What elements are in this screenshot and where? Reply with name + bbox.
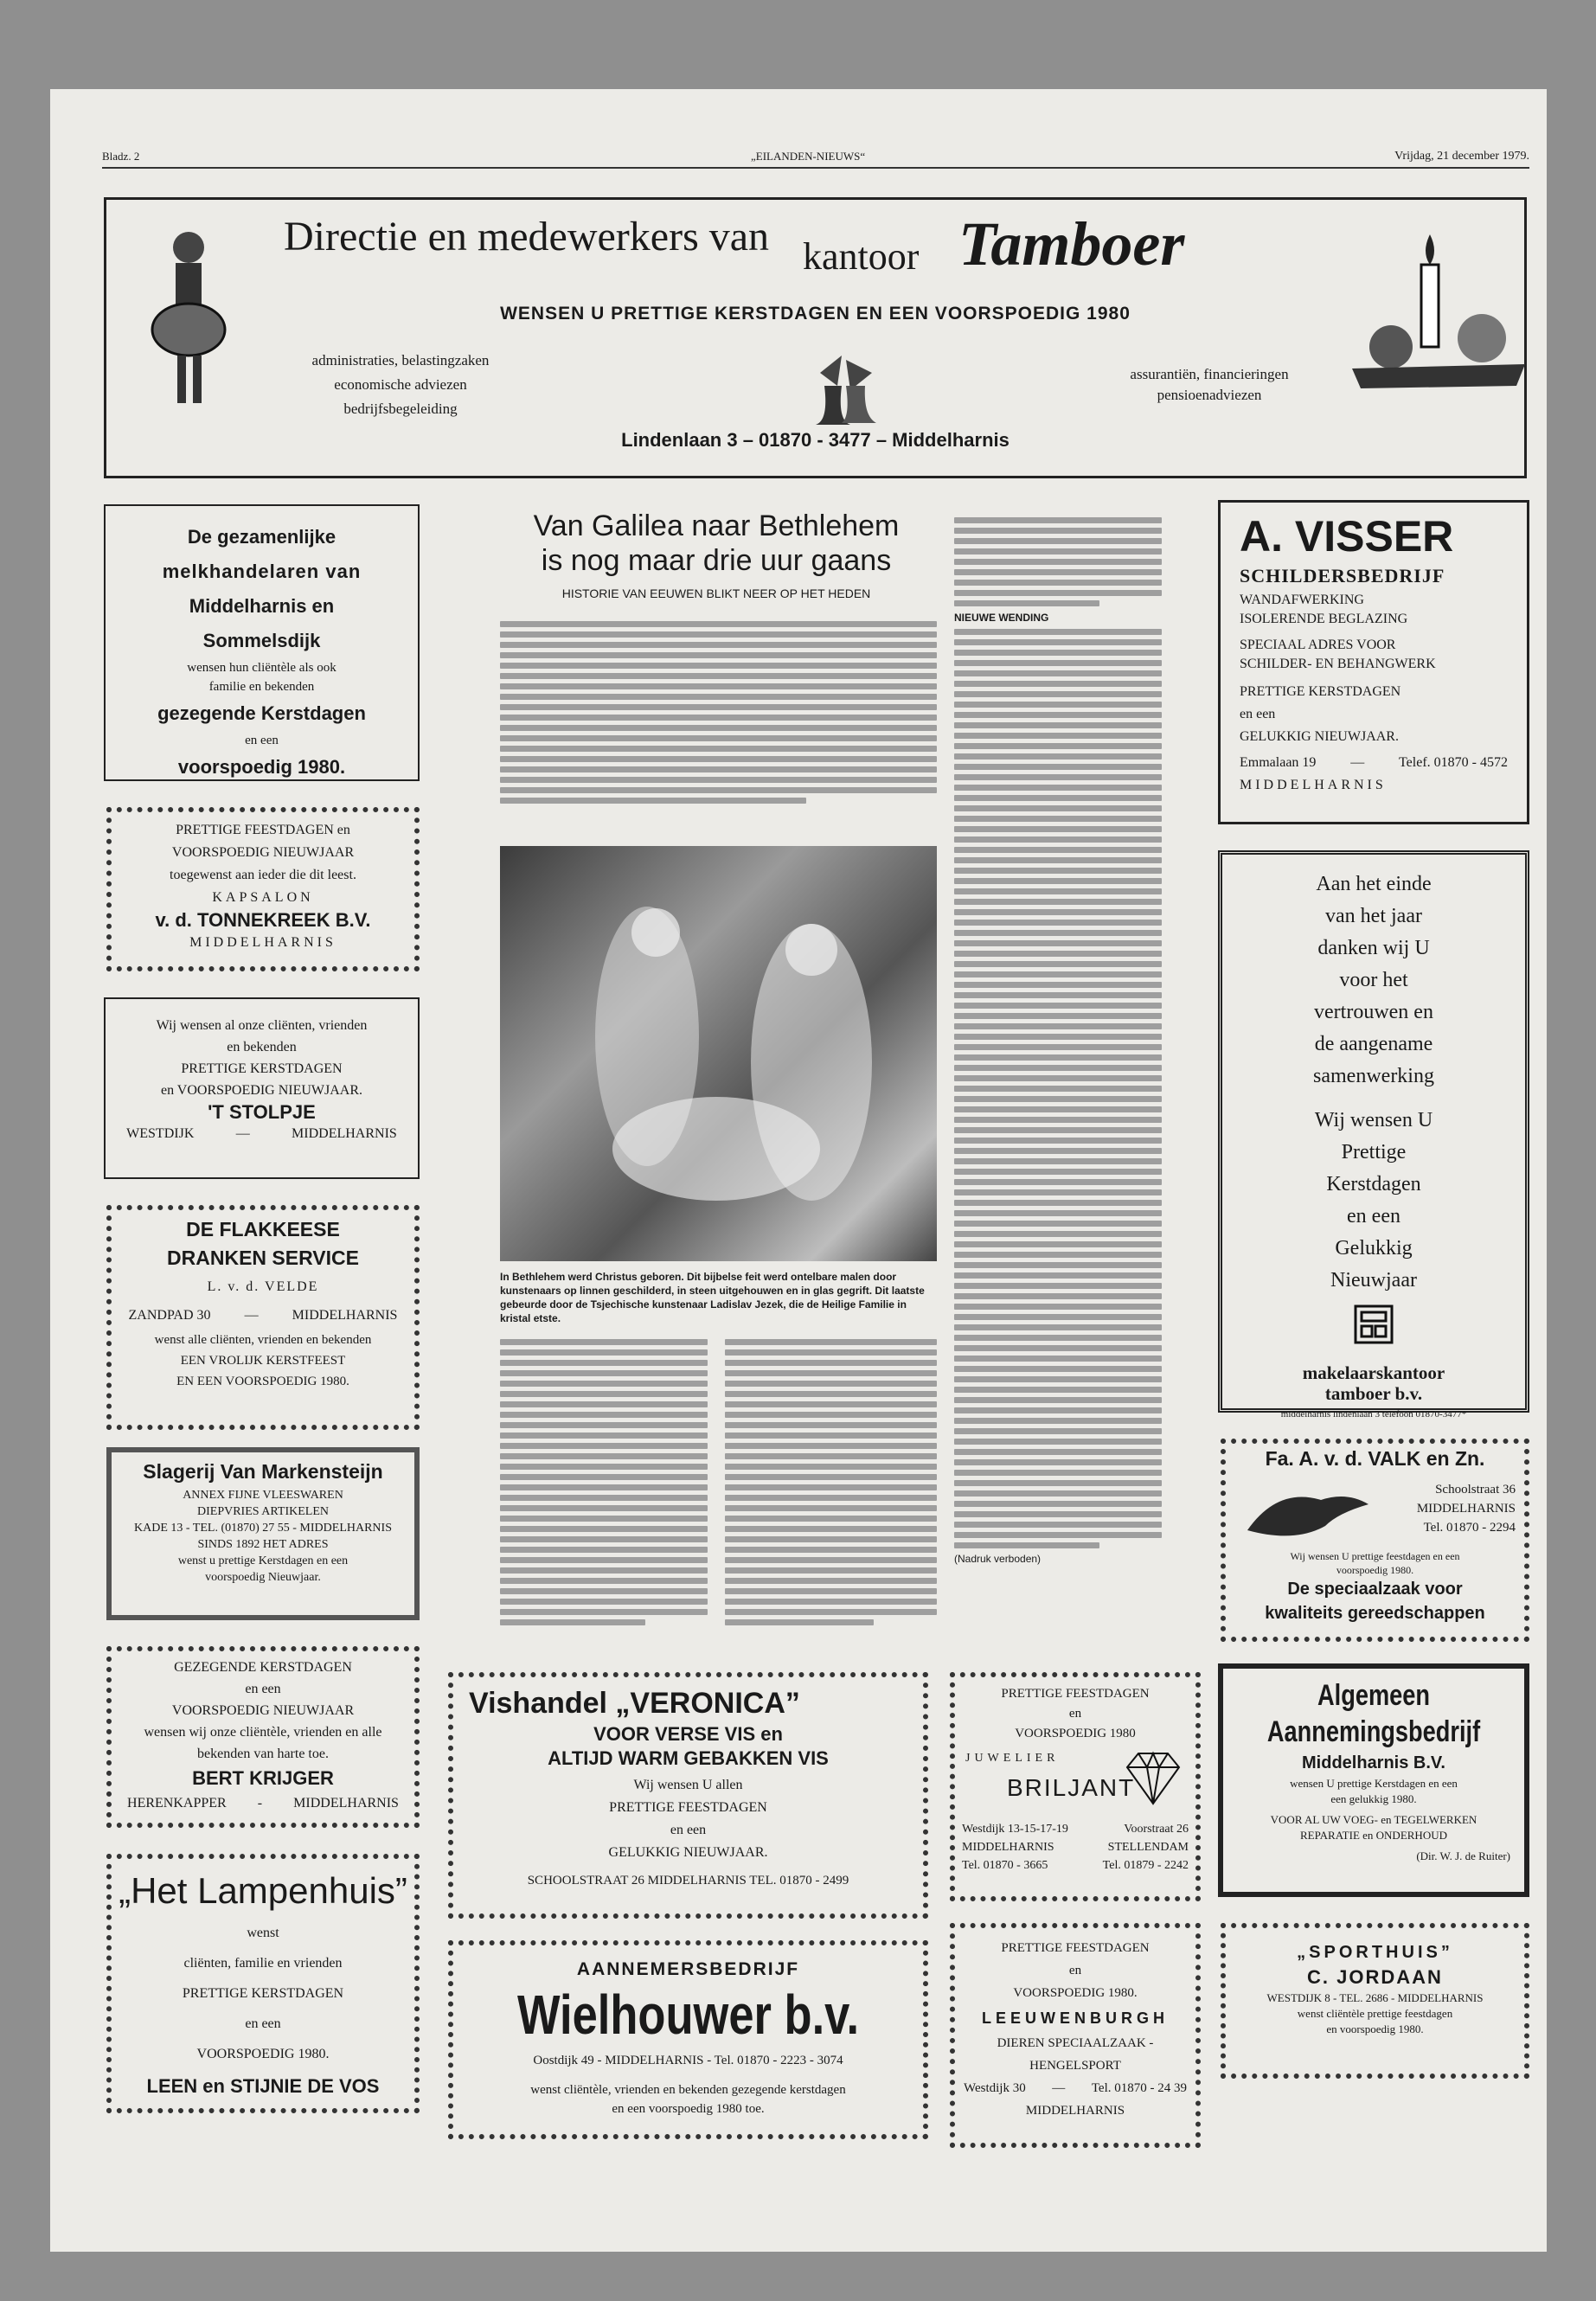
kapsalon-ad — [106, 807, 420, 971]
ad-line: wenst — [247, 1926, 279, 1940]
ad-line: Wij wensen U prettige feestdagen en een — [1290, 1550, 1460, 1562]
ad-line: ALTIJD WARM GEBAKKEN VIS — [548, 1747, 829, 1769]
ad-line: VOOR VERSE VIS en — [593, 1723, 783, 1745]
ad-line: Vishandel „VERONICA” — [469, 1687, 800, 1720]
ad-line: Nieuwjaar — [1330, 1269, 1417, 1292]
ad-line: GEZEGENDE KERSTDAGEN — [174, 1660, 352, 1675]
ad-line: makelaarskantoor — [1302, 1362, 1445, 1383]
ad-line: C. JORDAAN — [1307, 1966, 1443, 1988]
ad-line: Wij wensen U allen — [633, 1778, 743, 1792]
article-column-1 — [500, 1335, 708, 1630]
bells-icon — [794, 338, 894, 433]
ad-line: wenst cliëntèle, vrienden en bekenden gezegende kerstdagen — [530, 2083, 846, 2097]
ad-line: HERENKAPPER — [127, 1796, 227, 1811]
ad-line: Tel. 01870 - 24 39 — [1091, 2081, 1187, 2095]
newspaper-name: „EILANDEN-NIEUWS“ — [751, 150, 866, 163]
ad-line: MIDDELHARNIS — [962, 1841, 1054, 1854]
ad-line: melkhandelaren van — [162, 561, 362, 582]
ad-line: EEN VROLIJK KERSTFEEST — [180, 1354, 346, 1368]
ad-line: Aan het einde — [1316, 873, 1432, 895]
ad-line: KAPSALON — [212, 890, 314, 905]
ad-line: en een voorspoedig 1980 toe. — [612, 2102, 765, 2116]
ad-line: L. v. d. VELDE — [207, 1279, 319, 1294]
bert-krijger-ad: GEZEGENDE KERSTDAGEN en een VOORSPOEDIG NIEUWJAAR wensen wij onze cliëntèle, vrienden en alle bekenden van harte toe. BERT KRIJGER HERENKAPPER - MIDDELHARNIS — [106, 1646, 420, 1828]
ad-line: Westdijk 30 — [964, 2081, 1026, 2095]
ad-line: PRETTIGE FEESTDAGEN — [1001, 1941, 1150, 1955]
ad-line: LEEN en STIJNIE DE VOS — [146, 2075, 380, 2097]
ad-line: VOORSPOEDIG NIEUWJAAR — [171, 845, 355, 860]
ad-line: KADE 13 - TEL. (01870) 27 55 - MIDDELHARNIS — [134, 1522, 392, 1535]
ad-line: JUWELIER — [965, 1752, 1060, 1765]
ad-line: tamboer b.v. — [1324, 1383, 1423, 1404]
ad-line: HENGELSPORT — [1029, 2059, 1121, 2073]
ad-line: BERT KRIJGER — [192, 1767, 334, 1789]
article-subhead: NIEUWE WENDING — [954, 612, 1049, 624]
ad-line: REPARATIE en ONDERHOUD — [1300, 1829, 1447, 1842]
ad-line: familie en bekenden — [208, 680, 315, 694]
ad-line: GELUKKIG NIEUWJAAR. — [1240, 729, 1399, 744]
lampenhuis-ad — [106, 1854, 420, 2113]
tamboer-kantoor: kantoor — [803, 235, 920, 278]
ad-line: VOORSPOEDIG 1980. — [1013, 1986, 1138, 2000]
ad-line: WANDAFWERKING — [1240, 593, 1364, 607]
ad-line: Middelharnis en — [189, 595, 335, 617]
ad-line: Fa. A. v. d. VALK en Zn. — [1265, 1447, 1485, 1470]
ad-line: DE FLAKKEESE — [186, 1218, 340, 1240]
veronica-ad — [448, 1672, 928, 1919]
tamboer-ad — [104, 197, 1527, 478]
ad-line: gezegende Kerstdagen — [157, 702, 366, 724]
ad-line: SCHOOLSTRAAT 26 MIDDELHARNIS TEL. 01870 - 2499 — [527, 1874, 849, 1888]
makelaarskantoor-ad — [1218, 850, 1529, 1420]
ad-line: EN EEN VOORSPOEDIG 1980. — [176, 1375, 349, 1388]
ad-line: AANNEMERSBEDRIJF — [576, 1959, 800, 1979]
article-headline — [500, 509, 933, 600]
ad-line: Middelharnis B.V. — [1302, 1753, 1445, 1772]
article-subtitle: HISTORIE VAN EEUWEN BLIKT NEER OP HET HEDEN — [561, 586, 871, 600]
ad-line: en VOORSPOEDIG NIEUWJAAR. — [160, 1083, 363, 1098]
ad-line: voorspoedig 1980. — [177, 756, 346, 778]
valk-ad — [1221, 1439, 1529, 1642]
ad-line: Algemeen — [1317, 1679, 1430, 1712]
ad-line: en voorspoedig 1980. — [1326, 2022, 1424, 2035]
ad-line: GELUKKIG NIEUWJAAR. — [608, 1845, 768, 1860]
ad-line: Westdijk 13-15-17-19 — [962, 1823, 1068, 1836]
aannemingsbedrijf-ad — [1218, 1663, 1529, 1897]
ad-line: SPECIAAL ADRES VOOR — [1240, 638, 1396, 652]
ad-line: wensen hun cliëntèle als ook — [187, 661, 337, 675]
article-column-2 — [725, 1335, 937, 1630]
ad-line: PRETTIGE KERSTDAGEN — [1240, 684, 1401, 699]
ad-line: wensen U prettige Kerstdagen en een — [1290, 1777, 1458, 1790]
tamboer-lead: Directie en medewerkers van — [284, 214, 770, 260]
ad-line: en een — [245, 1682, 281, 1696]
ad-line: PRETTIGE FEESTDAGEN en — [176, 823, 350, 837]
briljant-ad — [950, 1672, 1201, 1901]
issue-date: Vrijdag, 21 december 1979. — [1394, 150, 1529, 163]
ad-line: ISOLERENDE BEGLAZING — [1240, 612, 1408, 626]
ad-line: voorspoedig 1980. — [1336, 1564, 1414, 1576]
ad-line: PRETTIGE KERSTDAGEN — [181, 1061, 343, 1076]
headline-line: is nog maar drie uur gaans — [541, 544, 892, 577]
tamboer-logo-icon — [1353, 1304, 1394, 1345]
tamboer-address: Lindenlaan 3 – 01870 - 3477 – Middelharnis — [621, 429, 1010, 451]
diamond-icon — [1123, 1750, 1183, 1806]
ad-line: en een — [245, 2016, 281, 2031]
eagle-icon — [1243, 1478, 1373, 1548]
ad-line: De speciaalzaak voor — [1287, 1580, 1463, 1599]
service-line: economische adviezen — [334, 376, 467, 393]
ad-line: Kerstdagen — [1326, 1173, 1421, 1195]
ad-line: Emmalaan 19 — [1240, 755, 1317, 770]
ad-line: SCHILDER- EN BEHANGWERK — [1240, 657, 1436, 671]
page-number: Bladz. 2 — [102, 150, 140, 163]
wielhouwer-ad — [448, 1940, 928, 2139]
ad-line: STELLENDAM — [1107, 1841, 1189, 1854]
ad-line: WESTDIJK 8 - TEL. 2686 - MIDDELHARNIS — [1266, 1991, 1484, 2004]
tamboer-brand: Tamboer — [958, 209, 1185, 279]
dranken-service-ad: DE FLAKKEESE DRANKEN SERVICE L. v. d. VELDE ZANDPAD 30 — MIDDELHARNIS wenst alle cliënten, vrienden en bekenden EEN VROLIJK KERSTFEEST EN EEN VOORSPOEDIG 1980. — [106, 1205, 420, 1430]
ad-line: en een — [1347, 1205, 1401, 1227]
ad-line: PRETTIGE KERSTDAGEN — [182, 1986, 344, 2001]
ad-line: MIDDELHARNIS — [1416, 1502, 1516, 1516]
melkhandelaren-ad — [104, 504, 420, 781]
ad-line: „Het Lampenhuis” — [119, 1870, 407, 1911]
headline-line: Van Galilea naar Bethlehem — [533, 510, 900, 542]
ad-line: DIEREN SPECIAALZAAK - — [997, 2036, 1154, 2050]
ad-line: Aannemingsbedrijf — [1266, 1715, 1481, 1748]
ad-line: BRILJANT — [1007, 1774, 1136, 1801]
ad-line: een gelukkig 1980. — [1330, 1792, 1417, 1805]
ad-line: kwaliteits gereedschappen — [1265, 1604, 1485, 1623]
ad-line: WESTDIJK — [126, 1126, 195, 1141]
tamboer-services-right — [1093, 364, 1326, 406]
ad-line: voorspoedig Nieuwjaar. — [205, 1571, 321, 1584]
ad-line: Telef. 01870 - 4572 — [1399, 755, 1508, 770]
ad-line: SCHILDERSBEDRIJF — [1240, 565, 1445, 586]
ad-line: ZANDPAD 30 — [128, 1308, 211, 1323]
ad-line: en bekenden — [227, 1040, 297, 1054]
ad-line: wenst cliëntèle prettige feestdagen — [1297, 2007, 1453, 2020]
newspaper-page — [50, 89, 1547, 2252]
ad-line: en een — [245, 734, 279, 747]
photo-caption: In Bethlehem werd Christus geboren. Dit bijbelse feit werd ontelbare malen door kunstenaars op linnen geschilderd, in steen uitgehouwen en in glas gegrift. Dit laatste gebeurde door de Tsjechische kunstenaar Ladislav Jezek, die de Heilige Familie in kristal etste. — [500, 1271, 925, 1324]
ad-line: wensen wij onze cliëntèle, vrienden en alle — [144, 1725, 382, 1740]
ad-line: Tel. 01870 - 3665 — [962, 1859, 1048, 1872]
ad-line: wenst alle cliënten, vrienden en bekenden — [154, 1333, 372, 1347]
tamboer-wish: WENSEN U PRETTIGE KERSTDAGEN EN EEN VOORSPOEDIG 1980 — [500, 304, 1131, 324]
ad-line: MIDDELHARNIS — [293, 1796, 399, 1811]
ad-line: toegewenst aan ieder die dit leest. — [170, 868, 356, 882]
ad-line: MIDDELHARNIS — [1240, 778, 1387, 792]
visser-ad: A. VISSER SCHILDERSBEDRIJF WANDAFWERKING ISOLERENDE BEGLAZING SPECIAAL ADRES VOOR SCHILDER- EN BEHANGWERK PRETTIGE KERSTDAGEN en een GELUKKIG NIEUWJAAR. Emmalaan 19 — Telef. 01870 - 4572 MIDDELHARNIS — [1218, 500, 1529, 824]
ad-line: en een — [1240, 707, 1276, 721]
ad-line: Oostdijk 49 - MIDDELHARNIS - Tel. 01870 - 2223 - 3074 — [533, 2054, 843, 2067]
ad-line: Wij wensen U — [1314, 1109, 1433, 1131]
ad-line: MIDDELHARNIS — [292, 1308, 398, 1323]
ad-line: en een — [670, 1823, 707, 1837]
ad-line: samenwerking — [1313, 1065, 1434, 1087]
ad-line: A. VISSER — [1240, 512, 1454, 561]
ad-line: Tel. 01879 - 2242 — [1102, 1859, 1189, 1872]
ad-line: van het jaar — [1325, 905, 1422, 927]
article-signoff: (Nadruk verboden) — [954, 1553, 1042, 1565]
ad-line: 'T STOLPJE — [208, 1101, 316, 1123]
service-line: administraties, belastingzaken — [311, 352, 490, 369]
ad-line: DIEPVRIES ARTIKELEN — [197, 1505, 329, 1518]
ad-line: ANNEX FIJNE VLEESWAREN — [183, 1489, 343, 1502]
sporthuis-ad — [1221, 1923, 1529, 2079]
ad-line: „SPORTHUIS” — [1297, 1943, 1453, 1962]
ad-line: Wij wensen al onze cliënten, vrienden — [156, 1018, 368, 1033]
ad-line: Tel. 01870 - 2294 — [1423, 1521, 1516, 1535]
ad-line: DRANKEN SERVICE — [167, 1247, 359, 1269]
ad-line: MIDDELHARNIS — [189, 935, 337, 950]
ad-line: cliënten, familie en vrienden — [183, 1956, 343, 1971]
masthead-rule — [102, 167, 1529, 169]
nativity-crystal-photo — [500, 846, 937, 1261]
service-line: pensioenadviezen — [1157, 387, 1262, 403]
ad-line: v. d. TONNEKREEK B.V. — [155, 909, 371, 931]
slagerij-ad — [106, 1447, 420, 1620]
ad-line: Voorstraat 26 — [1124, 1823, 1189, 1836]
ad-line: VOOR AL UW VOEG- en TEGELWERKEN — [1270, 1813, 1477, 1826]
service-line: bedrijfsbegeleiding — [343, 401, 458, 417]
ad-line: Sommelsdijk — [202, 630, 321, 651]
service-line: assurantiën, financieringen — [1130, 366, 1289, 382]
ad-line: (Dir. W. J. de Ruiter) — [1416, 1849, 1510, 1862]
article-column-3 — [954, 513, 1162, 1565]
ad-line: PRETTIGE FEESTDAGEN — [1001, 1687, 1150, 1701]
ad-line: SINDS 1892 HET ADRES — [197, 1538, 329, 1551]
stolpje-ad: Wij wensen al onze cliënten, vrienden en bekenden PRETTIGE KERSTDAGEN en VOORSPOEDIG NIEUWJAAR. 'T STOLPJE WESTDIJK — MIDDELHARNIS — [104, 997, 420, 1179]
ad-line: De gezamenlijke — [187, 526, 337, 548]
ad-line: middelharnis lindenlaan 3 telefoon 01870-3477* — [1280, 1409, 1467, 1420]
ad-line: Slagerij Van Markensteijn — [143, 1460, 383, 1483]
ad-line: Prettige — [1341, 1141, 1407, 1163]
ad-line: VOORSPOEDIG 1980. — [196, 2047, 330, 2061]
tamboer-services-left — [279, 349, 522, 421]
leeuwenburgh-ad: PRETTIGE FEESTDAGEN en VOORSPOEDIG 1980. LEEUWENBURGH DIEREN SPECIAALZAAK - HENGELSPORT Westdijk 30 — Tel. 01870 - 24 39 MIDDELHARNIS — [950, 1923, 1201, 2148]
ad-line: de aangename — [1314, 1033, 1433, 1055]
ad-line: Wielhouwer b.v. — [516, 1984, 860, 2046]
ad-line: bekenden van harte toe. — [197, 1747, 329, 1761]
article-lead-text — [500, 617, 937, 808]
ad-line: vertrouwen en — [1314, 1001, 1433, 1023]
ad-line: VOORSPOEDIG 1980 — [1015, 1727, 1136, 1740]
ad-line: VOORSPOEDIG NIEUWJAAR — [171, 1703, 355, 1718]
ad-line: MIDDELHARNIS — [1025, 2104, 1125, 2118]
ad-line: Schoolstraat 36 — [1435, 1483, 1516, 1497]
ad-line: voor het — [1339, 969, 1408, 991]
ad-line: LEEUWENBURGH — [982, 2009, 1169, 2027]
ad-line: en — [1068, 1964, 1082, 1977]
ad-line: PRETTIGE FEESTDAGEN — [609, 1800, 767, 1815]
ad-line: wenst u prettige Kerstdagen en een — [177, 1554, 349, 1567]
ad-line: Gelukkig — [1335, 1237, 1413, 1259]
ad-line: MIDDELHARNIS — [292, 1126, 397, 1141]
ad-line: en — [1068, 1707, 1082, 1721]
ad-line: danken wij U — [1317, 937, 1430, 959]
